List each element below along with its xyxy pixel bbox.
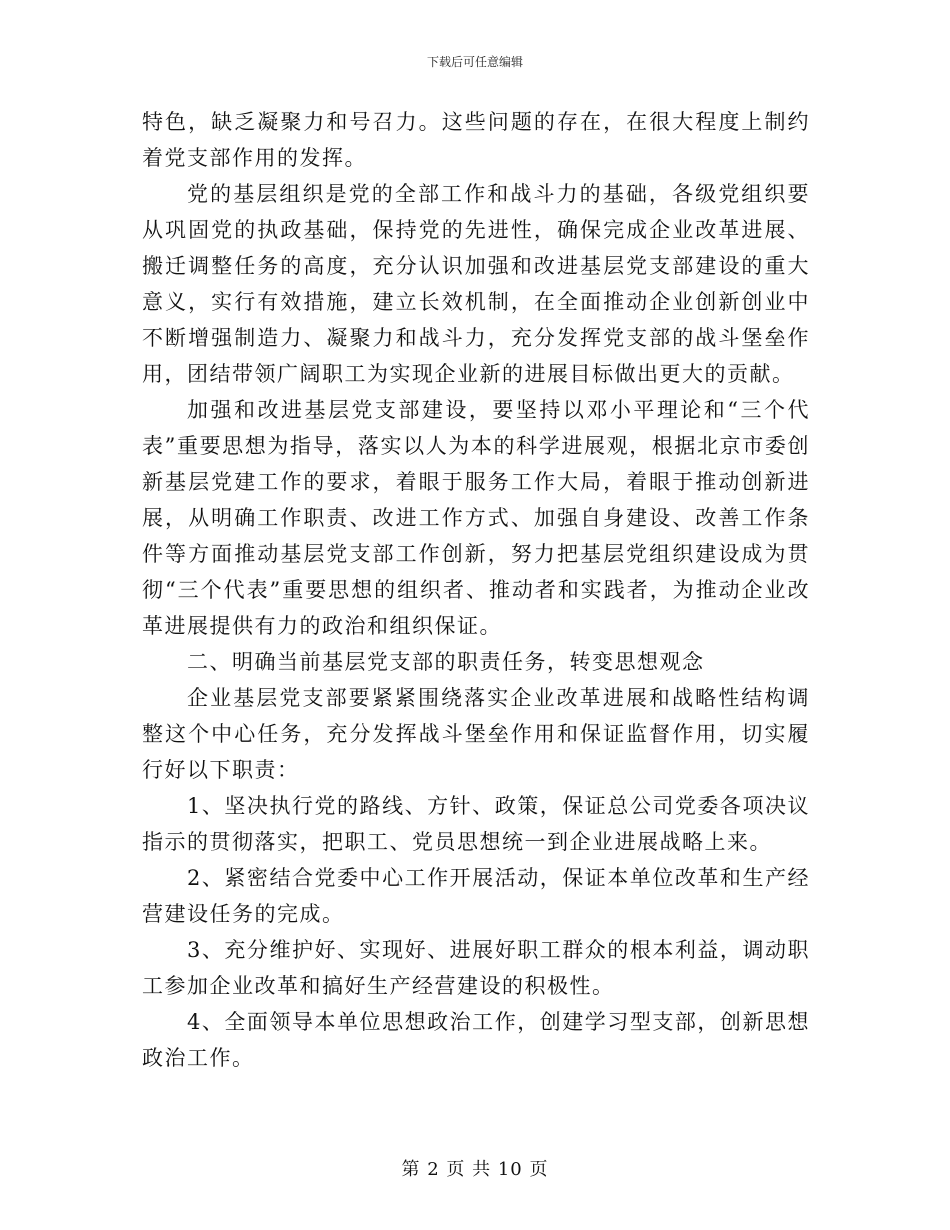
- paragraph: 党的基层组织是党的全部工作和战斗力的基础，各级党组织要从巩固党的执政基础，保持党的先进性，确保完成企业改革进展、搬迁调整任务的高度，充分认识加强和改进基层党支部建设的重大意义，实行有效措施，建立长效机制，在全面推动企业创新创业中不断增强制造力、凝聚力和战斗力，充分发挥党支部的战斗堡垒作用，团结带领广阔职工为实现企业新的进展目标做出更大的贡献。: [142, 182, 810, 386]
- list-item: 2、紧密结合党委中心工作开展活动，保证本单位改革和生产经营建设任务的完成。: [142, 866, 810, 926]
- paragraph-continuation: 特色，缺乏凝聚力和号召力。这些问题的存在，在很大程度上制约着党支部作用的发挥。: [142, 110, 810, 170]
- paragraph: 企业基层党支部要紧紧围绕落实企业改革进展和战略性结构调整这个中心任务，充分发挥战斗堡垒作用和保证监督作用，切实履行好以下职责：: [142, 686, 810, 782]
- list-item: 4、全面领导本单位思想政治工作，创建学习型支部，创新思想政治工作。: [142, 1010, 810, 1070]
- paragraph: 加强和改进基层党支部建设，要坚持以邓小平理论和“三个代表”重要思想为指导，落实以人为本的科学进展观，根据北京市委创新基层党建工作的要求，着眼于服务工作大局，着眼于推动创新进展，从明确工作职责、改进工作方式、加强自身建设、改善工作条件等方面推动基层党支部工作创新，努力把基层党组织建设成为贯彻“三个代表”重要思想的组织者、推动者和实践者，为推动企业改革进展提供有力的政治和组织保证。: [142, 398, 810, 638]
- page-number: 第 2 页 共 10 页: [401, 1159, 549, 1180]
- page-header: 下载后可任意编辑: [426, 55, 523, 69]
- list-item: 3、充分维护好、实现好、进展好职工群众的根本利益，调动职工参加企业改革和搞好生产经营建设的积极性。: [142, 938, 810, 998]
- document-body: [142, 104, 810, 1076]
- section-heading: 二、明确当前基层党支部的职责任务，转变思想观念: [187, 650, 705, 674]
- list-item: 1、坚决执行党的路线、方针、政策，保证总公司党委各项决议指示的贯彻落实，把职工、党员思想统一到企业进展战略上来。: [142, 794, 810, 854]
